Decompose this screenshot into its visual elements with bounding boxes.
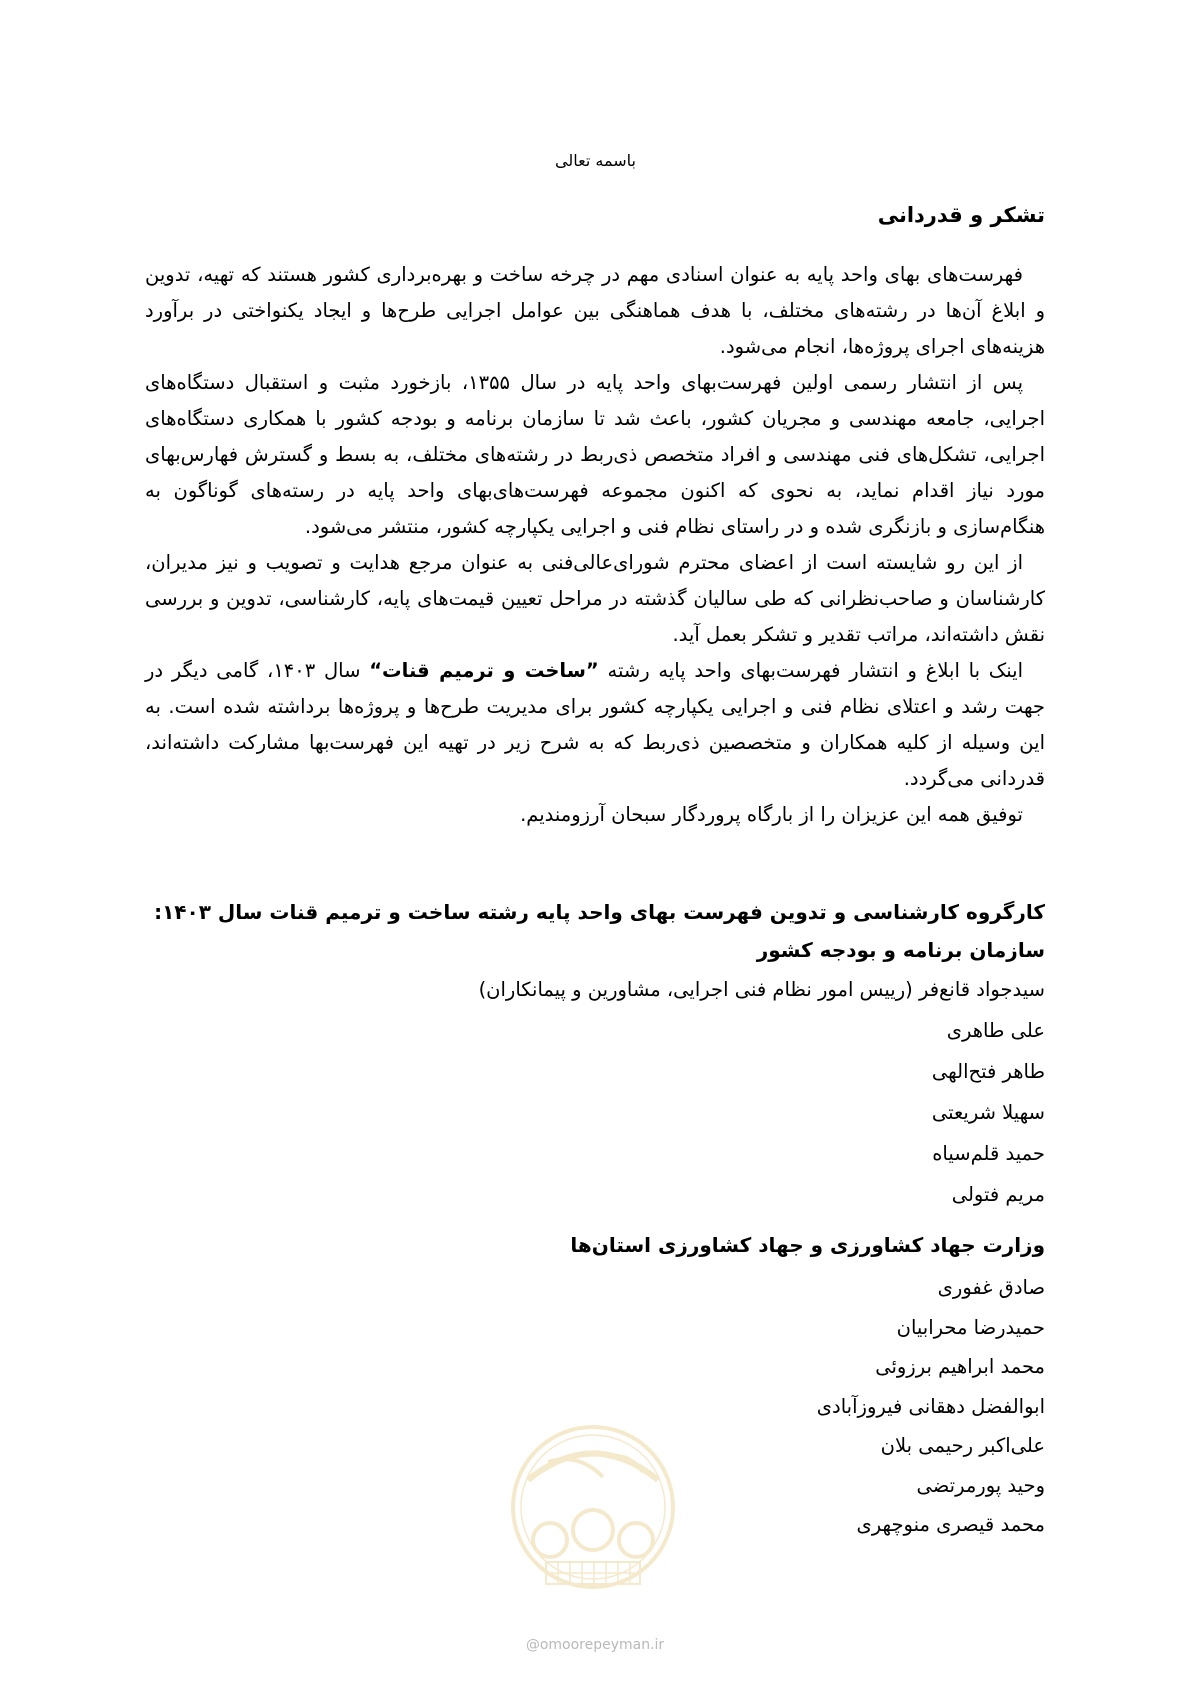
acknowledgement-body <box>145 257 1045 833</box>
member-name: محمد ابراهیم برزوئی <box>875 1355 1045 1378</box>
paragraph-4 <box>145 653 1045 797</box>
member-name: محمد قیصری منوچهری <box>856 1513 1045 1536</box>
committee-section <box>145 893 1045 1215</box>
basmala-header: باسمه تعالی <box>555 151 636 170</box>
paragraph-4-discipline: ”ساخت و ترمیم قنات“ <box>369 659 599 682</box>
member-name: وحید پورمرتضی <box>916 1473 1045 1497</box>
committee-member-list <box>145 969 1045 1215</box>
member-name: علی طاهری <box>946 1019 1045 1042</box>
member-name: سهیلا شریعتی <box>931 1101 1045 1124</box>
member-name: علی‌اکبر رحیمی بلان <box>880 1434 1045 1457</box>
paragraph-5: توفیق همه این عزیزان را از بارگاه پروردگار سبحان آرزومندیم. <box>520 803 1023 826</box>
member-name: طاهر فتح‌الهی <box>931 1060 1045 1083</box>
member-name: حمیدرضا محرابیان <box>896 1315 1045 1339</box>
paragraph-2: پس از انتشار رسمی اولین فهرست‌بهای واحد پایه در سال ۱۳۵۵، بازخورد مثبت و استقبال دستگاه‌های اجرایی، جامعه مهندسی و مجریان کشور، باعث شد تا سازمان برنامه و بودجه کشور با همکاری دستگاه‌های اجرایی، تشکل‌های فنی مهندسی و افراد متخصص ذی‌ربط در رشته‌های مختلف، به بسط و گسترش فهارس‌بهای مورد نیاز اقدام نماید، به نحوی که اکنون مجموعه فهرست‌های‌بهای واحد پایه در رسته‌های گوناگون به هنگام‌سازی و بازنگری شده و در راستای نظام فنی و اجرایی یکپارچه کشور، منتشر می‌شود. <box>145 371 1045 538</box>
ministry-heading: وزارت جهاد کشاورزی و جهاد کشاورزی استان‌ها <box>570 1233 1045 1257</box>
paragraph-4-end: سال ۱۴۰۳، گامی دیگر در جهت رشد و اعتلای نظام فنی و اجرایی یکپارچه کشور برای مدیریت طرح‌ها و پروژه‌ها برداشته شده است. به این وسیله از کلیه همکاران و متخصصین ذی‌ربط که به شرح زیر در تهیه این فهرست‌بها مشارکت داشته‌اند، قدردانی می‌گردد. <box>145 659 1045 790</box>
member-name: سیدجواد قانع‌فر (رییس امور نظام فنی اجرایی، مشاورین و پیمانکاران) <box>478 978 1045 1001</box>
member-name: مریم فتولی <box>951 1183 1045 1206</box>
member-name: ابوالفضل دهقانی فیروزآبادی <box>816 1394 1045 1418</box>
watermark-url: @omoorepeyman.ir <box>525 1637 665 1653</box>
member-name: صادق غفوری <box>937 1276 1045 1299</box>
ministry-member-list <box>817 1268 1045 1545</box>
paragraph-4-start: اینک با ابلاغ و انتشار فهرست‌بهای واحد پایه رشته <box>598 659 1023 682</box>
omoore-peyman-logo-icon <box>508 1422 678 1612</box>
page-title: تشکر و قدردانی <box>877 203 1045 227</box>
committee-heading: کارگروه کارشناسی و تدوین فهرست بهای واحد پایه رشته ساخت و ترمیم قنات سال ۱۴۰۳: <box>154 900 1045 924</box>
paragraph-1: فهرست‌های بهای واحد پایه به عنوان اسنادی مهم در چرخه ساخت و بهره‌برداری کشور هستند که تهیه، تدوین و ابلاغ آن‌ها در رشته‌های مختلف، با هدف هماهنگی بین عوامل اجرایی طرح‌ها و ایجاد یکنواختی در برآورد هزینه‌های اجرای پروژه‌ها، انجام می‌شود. <box>145 263 1045 358</box>
organization-heading: سازمان برنامه و بودجه کشور <box>756 938 1045 962</box>
paragraph-3: از این رو شایسته است از اعضای محترم شورای‌عالی‌فنی به عنوان مرجع هدایت و تصویب و نیز مدیران، کارشناسان و صاحب‌نظرانی که طی سالیان گذشته در مراحل تعیین قیمت‌های پایه، کارشناسی، تدوین و بررسی نقش داشته‌اند، مراتب تقدیر و تشکر بعمل آید. <box>145 551 1045 646</box>
member-name: حمید قلم‌سیاه <box>932 1142 1045 1165</box>
